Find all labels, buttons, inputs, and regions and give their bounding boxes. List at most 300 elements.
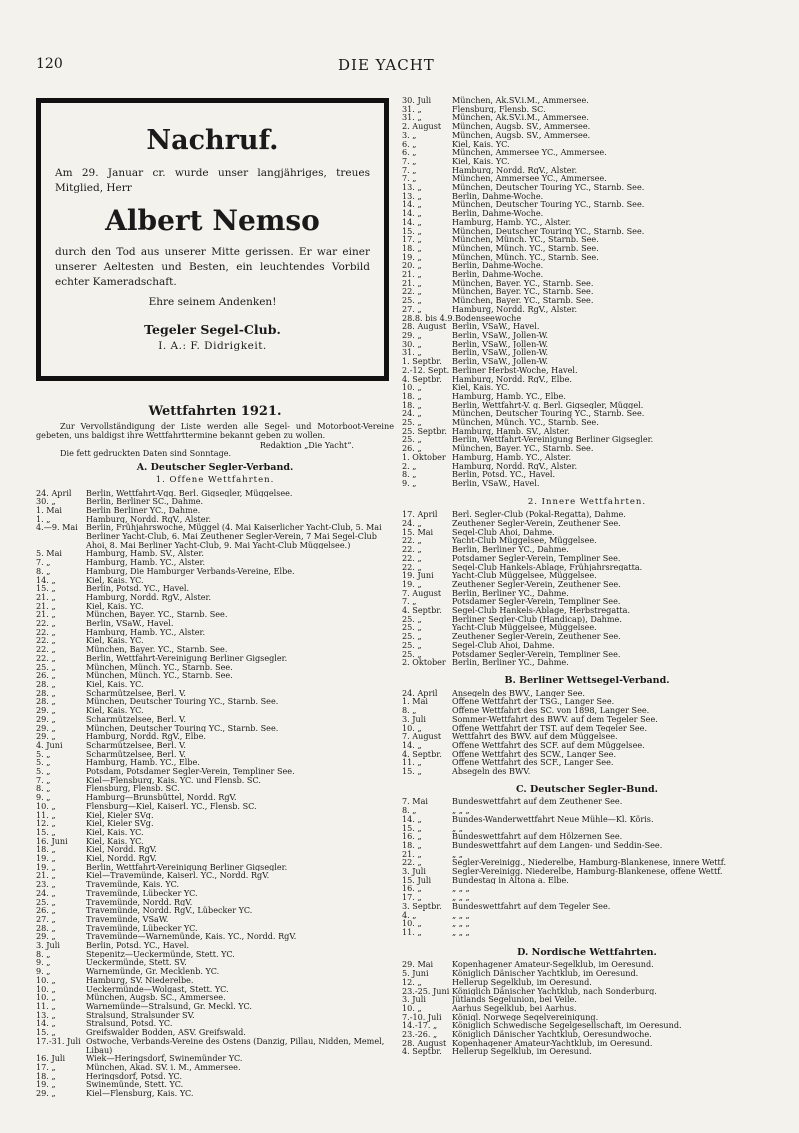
list-item [36, 854, 394, 863]
event-date: 10. „ [36, 800, 56, 811]
list-item [36, 819, 394, 828]
event-date: 4. „ [402, 909, 417, 920]
event-date: 10. „ [36, 983, 56, 994]
event-text: Offene Wettfahrt des SCW., Langer See. [452, 749, 617, 759]
event-date: 7. „ [402, 173, 417, 184]
event-text: Berlin, Berliner YC., Dahme. [452, 545, 569, 554]
list-item [402, 1004, 772, 1013]
event-text: Swinemünde, Stett. YC. [86, 1080, 184, 1090]
event-text: Berliner Segler-Club (Handicap), Dahme. [452, 614, 622, 624]
event-text: Berlin, Berliner YC., Dahme. [452, 588, 569, 598]
list-item [402, 858, 772, 867]
event-text: Kiel—Flensburg, Kais. YC. [86, 1089, 194, 1098]
event-text: Berlin, Wettfahrt-Vereinigung Berliner Gigsegler. [452, 435, 654, 445]
event-date: 8. „ [36, 948, 51, 959]
event-text: Berliner Herbst-Woche, Havel. [452, 365, 578, 375]
event-date: 25. „ [402, 639, 422, 650]
event-text: Bodenseewoche [455, 313, 522, 323]
event-text: München, Bayer. YC., Starnb. See. [452, 444, 594, 453]
event-date: 1. Mai [36, 504, 62, 515]
event-date: 2. Oktober [402, 657, 446, 668]
event-text: Hamburg, Nordd. RgV., Alster. [86, 592, 212, 602]
event-date: 30. „ [402, 338, 422, 349]
event-text: Aarhus Segelklub, bei Aarhus. [452, 1003, 577, 1013]
list-item [36, 863, 394, 872]
event-date: 4.—9. Mai [36, 522, 78, 533]
list-item [36, 932, 394, 941]
event-date: 5. „ [36, 748, 51, 759]
event-date: 10. „ [36, 974, 56, 985]
list-item [402, 606, 772, 615]
list-item [402, 969, 772, 978]
event-date: 29. „ [36, 731, 56, 742]
event-date: 28. August [402, 321, 447, 332]
list-item [402, 401, 772, 410]
obituary-signature: I. A.: F. Didrigkeit. [158, 340, 267, 352]
event-date: 31. „ [402, 347, 422, 358]
event-date: 25. „ [402, 417, 422, 428]
event-date: 13. „ [402, 190, 422, 201]
event-text: Offene Wettfahrt des SCF. auf dem Müggelsee. [452, 740, 645, 750]
event-text: München, Augsb. SV., Ammersee. [452, 122, 591, 131]
wettfahrten-note: Die fett gedruckten Daten sind Sonntage. [60, 448, 232, 459]
event-text: Kiel, Kais. YC. [86, 601, 144, 611]
list-item [402, 797, 772, 806]
list-item [36, 889, 394, 898]
event-date: 29. „ [36, 1088, 56, 1099]
list-item [36, 636, 394, 645]
section-c-list [402, 797, 772, 936]
event-text: Berlin, VSaW., Jollen-W. [452, 357, 549, 366]
event-text: Segler-Vereinigg. Niederelbe, Hamburg-Blankenese, offene Wettf. [452, 867, 723, 876]
list-item [36, 802, 394, 811]
list-item [402, 383, 772, 392]
event-text: Berlin, Wettfahrt-V. g. Berl. Gigsegler, Müggel. [452, 400, 644, 410]
event-text: Kiel, Kais. YC. [452, 383, 510, 392]
list-item [402, 270, 772, 279]
event-date: 15. „ [402, 225, 422, 236]
event-date: 10. „ [402, 918, 422, 929]
event-text: Kiel, Kais. YC. [452, 156, 510, 166]
obituary-body: durch den Tod aus unserer Mitte gerissen. Er war einer unserer Aeltesten und Besten, ein leuchtendes Vorbild echter Kameradschaft. [55, 246, 370, 288]
list-item [402, 987, 772, 996]
list-item [36, 680, 394, 689]
section-c-title: C. Deutscher Segler-Bund. [516, 783, 658, 795]
event-text: München, Münch. YC., Starnb. See. [452, 252, 599, 262]
event-date: 6. „ [402, 147, 417, 158]
list-item [36, 610, 394, 619]
event-text: Segel-Club Ahoi, Dahme. [452, 640, 555, 650]
list-item [36, 915, 394, 924]
event-text: Scharmützelsee, Berl. V. [86, 740, 186, 750]
event-date: 29. „ [36, 713, 56, 724]
list-item [36, 906, 394, 915]
event-text: Berlin Berliner YC., Dahme. [86, 505, 201, 515]
list-item [402, 183, 772, 192]
event-text: Flensburg, Flensb. SC. [86, 784, 180, 794]
event-text: München, Ammersee YC., Ammersee. [452, 174, 607, 184]
event-date: 27. „ [402, 303, 422, 314]
event-text: Berlin, VSaW., Jollen-W. [452, 339, 549, 349]
list-item [402, 510, 772, 519]
list-item [36, 741, 394, 750]
event-text: Hamburg, Hamb. SV., Alster. [86, 549, 204, 559]
list-item [36, 576, 394, 585]
event-date: 19. „ [36, 1079, 56, 1090]
list-item [402, 623, 772, 632]
event-date: 15. „ [36, 583, 56, 594]
event-date: 2. „ [402, 460, 417, 471]
event-date: 10. „ [402, 722, 422, 733]
list-item [402, 815, 772, 824]
event-date: 4. Septbr. [402, 748, 442, 759]
event-text: Berlin, VSaW., Jollen-W. [452, 330, 549, 340]
event-date: 24. „ [402, 518, 422, 529]
list-item [402, 157, 772, 166]
event-text: Travemünde, Nordd. RgV., Lübecker YC. [86, 906, 253, 915]
list-item [402, 166, 772, 175]
event-text: „ „ „ [452, 806, 470, 815]
event-text: Berlin, Berliner YC., Dahme. [452, 658, 569, 667]
event-date: 18. „ [36, 1070, 56, 1081]
list-item [402, 615, 772, 624]
list-item [402, 209, 772, 218]
list-item [402, 96, 772, 105]
event-date: 14.-17. „ [402, 1020, 438, 1031]
event-text: Kiel, Kieler SVg. [86, 819, 154, 828]
event-date: 15. „ [402, 822, 422, 833]
list-item [36, 1037, 394, 1054]
event-date: 31. „ [402, 112, 422, 123]
event-date: 8. „ [402, 705, 417, 716]
list-item [36, 1002, 394, 1011]
event-date: 25. „ [402, 295, 422, 306]
event-date: 3. Juli [402, 713, 426, 724]
event-text: Ueckermünde, Stett. SV. [86, 958, 187, 968]
event-date: 12. „ [36, 818, 56, 829]
event-date: 9. „ [402, 477, 417, 488]
event-text: Ansegeln des BWV., Langer See. [452, 688, 585, 698]
event-date: 5. Juni [402, 968, 429, 979]
list-item [402, 732, 772, 741]
event-text: München, Bayer. YC., Starnb. See. [86, 645, 228, 654]
event-text: Kopenhagener Amateur-Yachtklub, im Oeresund. [452, 1038, 653, 1048]
list-item [402, 287, 772, 296]
event-text: Yacht-Club Müggelsee, Müggelsee. [452, 571, 597, 580]
event-date: 14. „ [36, 574, 56, 585]
offene-list-continued [402, 96, 772, 488]
list-item [402, 884, 772, 893]
event-date: 29. „ [36, 931, 56, 942]
section-a-innere-title: 2. Innere Wettfahrten. [527, 496, 647, 507]
event-text: Travemünde, Lübecker YC. [86, 923, 198, 933]
section-a-offene-title: 1. Offene Wettfahrten. [155, 474, 275, 485]
event-date: 22. „ [36, 652, 56, 663]
magazine-title: DIE YACHT [338, 56, 435, 74]
event-text: Berlin, Wettfahrt-Vgg. Berl. Gigsegler, Müggelsee. [86, 488, 293, 498]
list-item [402, 1013, 772, 1022]
event-text: Königlich Dänischer Yachtklub, im Oeresund. [452, 969, 639, 978]
event-date: 8. „ [402, 469, 417, 480]
event-date: 11. „ [36, 1001, 56, 1011]
event-text: Potsdamer Segler-Verein, Templiner See. [452, 597, 621, 607]
right-column [402, 96, 772, 1056]
event-date: 14. „ [36, 1018, 56, 1029]
event-date: 24. „ [36, 887, 56, 898]
event-text: Bundestag in Altona a. Elbe. [452, 875, 569, 885]
list-item [402, 928, 772, 937]
event-date: 25. „ [402, 622, 422, 633]
event-text: Segel-Club Hankels-Ablage, Frühjahrsregatta. [452, 562, 643, 572]
event-date: 19. „ [36, 853, 56, 864]
obituary-box [36, 98, 389, 381]
event-date: 5. „ [36, 766, 51, 777]
list-item [402, 435, 772, 444]
list-item [402, 919, 772, 928]
list-item [402, 218, 772, 227]
event-date: 7. „ [402, 164, 417, 175]
event-text: Bundeswettfahrt auf dem Tegeler See. [452, 901, 611, 911]
list-item [402, 750, 772, 759]
event-text: Kiel, Kais. YC. [86, 679, 144, 689]
list-item [36, 558, 394, 567]
list-item [402, 545, 772, 554]
event-text: Berlin, Potsd. YC., Havel. [86, 941, 190, 950]
list-item [402, 1047, 772, 1056]
event-text: Berlin, Dahme-Woche. [452, 209, 544, 218]
event-date: 25. „ [402, 631, 422, 642]
list-item [36, 1028, 394, 1037]
event-text: München, Deutscher Touring YC., Starnb. See. [452, 200, 645, 210]
event-text: Kiel, Nordd. RgV. [86, 845, 157, 855]
event-text: Scharmützelsee, Berl. V. [86, 749, 186, 759]
event-text: München, Ak.SV.i.M., Ammersee. [452, 113, 589, 123]
event-text: Bundeswettfahrt auf dem Zeuthener See. [452, 797, 623, 807]
event-text: Berl. Segler-Club (Pokal-Regatta), Dahme. [452, 510, 626, 520]
event-date: 30. „ [36, 496, 56, 507]
event-text: München, Münch. YC., Starnb. See. [86, 671, 233, 680]
list-item [36, 1080, 394, 1089]
list-item [402, 296, 772, 305]
event-text: Berlin, Dahme-Woche. [452, 261, 544, 271]
event-text: Berlin, Wettfahrt-Vereinigung Berliner Gigsegler. [86, 653, 288, 663]
event-date: 12. „ [402, 976, 422, 987]
event-text: Hamburg, Hamb. YC., Alster. [86, 558, 206, 567]
event-text: Berlin, Potsd. YC., Havel. [86, 584, 190, 593]
list-item [402, 1030, 772, 1039]
list-item [36, 837, 394, 846]
event-text: Kiel, Kais. YC. [86, 706, 144, 715]
event-text: München, Deutscher Touring YC., Starnb. See. [452, 183, 645, 192]
event-date: 3. Juli [36, 940, 60, 951]
event-text: Hamburg, Hamb. YC., Elbe. [452, 391, 566, 401]
event-text: Sommer-Wettfahrt des BWV. auf dem Tegeler See. [452, 714, 658, 724]
list-item [402, 244, 772, 253]
event-text: Offene Wettfahrt der TSG., Langer See. [452, 697, 615, 707]
event-date: 7. August [402, 587, 442, 598]
list-item [402, 580, 772, 589]
event-text: Flensburg, Flensb. SC. [452, 104, 546, 114]
event-date: 30. Juli [402, 95, 432, 105]
event-text: Potsdamer Segler-Verein, Templiner See. [452, 553, 621, 563]
list-item [402, 357, 772, 366]
event-date: 14. „ [402, 813, 422, 824]
section-d-list [402, 960, 772, 1056]
list-item [36, 549, 394, 558]
event-text: Berlin, Potsd. YC., Havel. [452, 470, 556, 479]
event-date: 22. „ [402, 552, 422, 563]
event-text: Kiel, Kais. YC. [86, 827, 144, 837]
list-item [402, 641, 772, 650]
event-text: Segel-Club Hankels-Ablage, Herbstregatta. [452, 606, 631, 615]
list-item [36, 602, 394, 611]
wettfahrten-title: Wettfahrten 1921. [148, 404, 282, 419]
list-item [402, 806, 772, 815]
event-text: Kiel—Flensburg, Kais. YC. und Flensb. SC. [86, 775, 261, 785]
event-date: 3. Juli [402, 994, 426, 1005]
list-item [402, 824, 772, 833]
obituary-intro: Am 29. Januar cr. wurde unser langjähriges, treues Mitglied, Herr [55, 167, 370, 194]
list-item [36, 663, 394, 672]
list-item [36, 732, 394, 741]
list-item [402, 554, 772, 563]
event-date: 26. „ [36, 905, 56, 916]
list-item [402, 261, 772, 270]
event-text: Travemünde, VSaW. [86, 914, 169, 924]
section-d-title: D. Nordische Wettfahrten. [517, 946, 657, 958]
event-date: 29. Mai [402, 959, 434, 970]
event-text: Heringsdorf, Potsd. YC. [86, 1071, 183, 1081]
event-date: 1. Mai [402, 696, 428, 707]
list-item [402, 148, 772, 157]
event-date: 5. „ [36, 757, 51, 768]
list-item [402, 850, 772, 859]
list-item [402, 767, 772, 776]
list-item [402, 911, 772, 920]
event-date: 6. „ [402, 138, 417, 149]
event-date: 7. „ [36, 774, 51, 785]
event-text: Scharmützelsee, Berl. V. [86, 714, 186, 724]
list-item [36, 671, 394, 680]
list-item [36, 523, 394, 549]
list-item [402, 741, 772, 750]
list-item [402, 462, 772, 471]
event-text: Stralsund, Potsd. YC. [86, 1019, 173, 1029]
event-text: Segel-Club Ahoi, Dahme. [452, 527, 555, 537]
event-date: 24. April [402, 687, 438, 698]
event-date: 4. Juni [36, 739, 63, 750]
event-date: 14. „ [402, 216, 422, 227]
event-date: 26. „ [402, 443, 422, 454]
list-item [36, 654, 394, 663]
event-text: Offene Wettfahrt des SC. von 1898, Langer See. [452, 706, 650, 715]
list-item [36, 1054, 394, 1063]
event-text: Berlin, Dahme-Woche. [452, 191, 544, 201]
list-item [36, 958, 394, 967]
event-date: 21. „ [36, 609, 56, 620]
event-date: 21. „ [36, 600, 56, 611]
obituary-heading: Nachruf. [146, 125, 279, 156]
event-text: Bundeswettfahrt auf dem Hölzernen See. [452, 832, 623, 841]
list-item [402, 348, 772, 357]
list-item [36, 993, 394, 1002]
event-text: Königlich Dänischer Yachtklub, nach Sonderburg. [452, 986, 657, 996]
event-date: 10. „ [402, 382, 422, 393]
list-item [36, 758, 394, 767]
obituary-closing: Ehre seinem Andenken! [148, 296, 277, 308]
event-date: 23.-25. Juni [402, 985, 450, 996]
event-text: Hamburg, Hamb. YC., Alster. [86, 627, 206, 637]
list-item [402, 479, 772, 488]
list-item [402, 174, 772, 183]
event-date: 23. „ [36, 879, 56, 890]
event-text: Berlin, VSaW., Havel. [86, 619, 174, 628]
event-text: Hamburg, Hamb. SV., Alster. [452, 426, 570, 436]
event-date: 22. „ [402, 561, 422, 572]
list-item [402, 960, 772, 969]
list-item [402, 893, 772, 902]
list-item [36, 689, 394, 698]
event-date: 11. „ [402, 757, 422, 768]
list-item [36, 489, 394, 498]
list-item [402, 453, 772, 462]
event-date: 17. „ [36, 1061, 56, 1072]
list-item [402, 978, 772, 987]
list-item [36, 880, 394, 889]
list-item [36, 985, 394, 994]
wettfahrten-intro: Zur Vervollständigung der Liste werden alle Segel- und Motorboot-Vereine gebeten, uns baldigst ihre Wettfahrttermine bekannt geben zu wollen. [36, 420, 394, 441]
event-text: Travemünde—Warnemünde, Kais. YC., Nordd. RgV. [86, 932, 297, 942]
event-text: München, Augsb. SV., Ammersee. [452, 130, 591, 140]
event-date: 17. „ [402, 234, 422, 245]
list-item [402, 832, 772, 841]
list-item [402, 715, 772, 724]
list-item [402, 706, 772, 715]
list-item [402, 697, 772, 706]
event-date: 7. August [402, 731, 442, 742]
event-text: Ueckermünde—Wolgast, Stett. YC. [86, 984, 229, 994]
event-text: Warnemünde—Stralsund, Gr. Meckl. YC. [86, 1002, 252, 1011]
event-date: 25. „ [402, 434, 422, 445]
event-date: 10. „ [402, 1002, 422, 1013]
event-date: 3. Septbr. [402, 900, 442, 911]
event-text: Stepenitz—Ueckermünde, Stett. YC. [86, 949, 235, 959]
event-text: München, Deutscher Touring YC., Starnb. See. [452, 226, 645, 236]
event-date: 22. „ [402, 286, 422, 297]
event-text: „ „ [452, 849, 463, 859]
event-date: 19. Juni [402, 570, 434, 581]
list-item [402, 444, 772, 453]
event-text: Warnemünde, Gr. Mecklenb. YC. [86, 967, 220, 976]
list-item [402, 331, 772, 340]
event-date: 5. Mai [36, 548, 62, 559]
event-date: 17. „ [402, 892, 422, 903]
offene-list [36, 489, 394, 1098]
event-date: 18. „ [36, 844, 56, 855]
event-date: 28. „ [36, 678, 56, 689]
event-text: „ „ „ [452, 927, 470, 937]
event-date: 16. Juli [36, 1053, 66, 1064]
event-date: 22. „ [36, 618, 56, 629]
event-date: 1. Septbr. [402, 356, 442, 367]
list-item [402, 1021, 772, 1030]
list-item [402, 536, 772, 545]
event-text: Kiel, Kais. YC. [86, 636, 144, 646]
event-date: 27. „ [36, 913, 56, 924]
event-text: Zeuthener Segler-Verein, Zeuthener See. [452, 519, 621, 528]
event-text: Travemünde, Lübecker YC. [86, 888, 198, 898]
event-date: 16. „ [402, 831, 422, 842]
